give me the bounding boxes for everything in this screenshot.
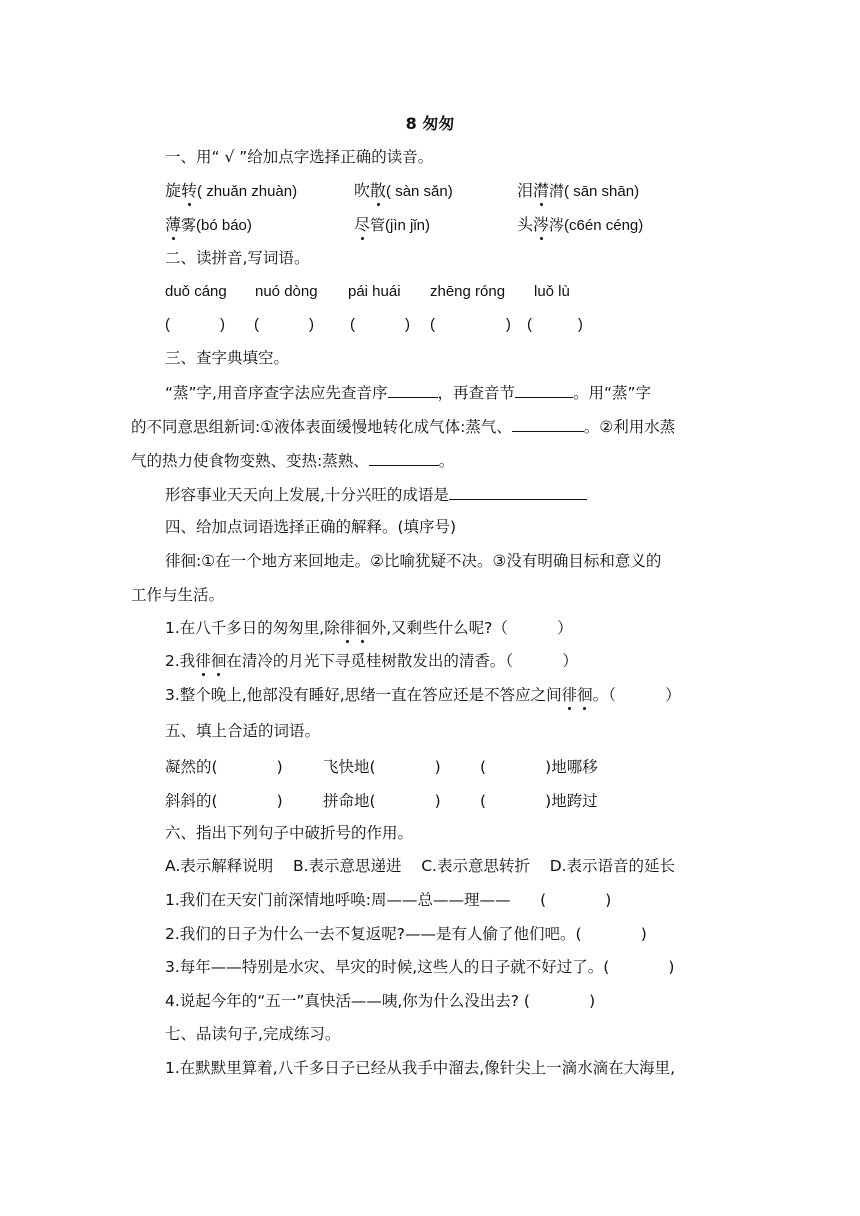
word-fill-4[interactable]: 斜斜的( ) bbox=[165, 792, 283, 810]
dotted-char: 散 bbox=[370, 178, 386, 201]
answer-blank-4[interactable]: ( ) bbox=[430, 316, 511, 333]
section-5-heading: 五、填上合适的词语。 bbox=[165, 722, 321, 740]
fill-blank[interactable] bbox=[388, 382, 438, 398]
section-7-heading: 七、品读句子,完成练习。 bbox=[165, 1025, 341, 1043]
fill-blank[interactable] bbox=[512, 416, 584, 432]
fill-blank[interactable] bbox=[515, 382, 573, 398]
pronunciation-item-5: 尽管(jìn jǐn) bbox=[354, 212, 430, 235]
page-title: 8 匆匆 bbox=[405, 114, 455, 133]
idiom-question: 形容事业天天向上发展,十分兴旺的成语是 bbox=[165, 484, 765, 505]
fill-blank[interactable] bbox=[449, 484, 587, 500]
section-6-heading: 六、指出下列句子中破折号的作用。 bbox=[165, 824, 414, 842]
dotted-char: 涔 bbox=[533, 212, 549, 235]
word-fill-5[interactable]: 拼命地( ) bbox=[323, 792, 441, 810]
word-fill-6[interactable]: ( )地跨过 bbox=[480, 792, 598, 810]
question-6-4: 4.说起今年的“五一”真快活——咦,你为什么没出去? ( ) bbox=[165, 992, 596, 1010]
dotted-char: 薄 bbox=[165, 212, 181, 235]
pronunciation-item-3: 泪潸潸( sān shān) bbox=[517, 178, 639, 201]
dictionary-sentence-3: 气的热力使食物变熟、变热:蒸熟、 。 bbox=[131, 452, 455, 470]
answer-blank-3[interactable]: ( ) bbox=[350, 316, 410, 333]
definition-line-2: 工作与生活。 bbox=[131, 586, 225, 604]
pronunciation-item-2: 吹散( sàn sǎn) bbox=[354, 178, 453, 201]
definition-line-1: 徘徊:①在一个地方来回地走。②比喻犹疑不决。③没有明确目标和意义的 bbox=[165, 552, 662, 570]
dictionary-sentence-1: “蒸”字,用音序查字法应先查音序 ，再查音节 。用“蒸”字 bbox=[165, 384, 652, 402]
question-6-2: 2.我们的日子为什么一去不复返呢?——是有人偷了他们吧。( ) bbox=[165, 925, 647, 943]
section-1-heading: 一、用“ √ ”给加点字选择正确的读音。 bbox=[165, 148, 434, 166]
question-4-1: 1.在八千多日的匆匆里,除徘徊外,又剩些什么呢?（ ） bbox=[165, 619, 573, 637]
question-7-1: 1.在默默里算着,八千多日子已经从我手中溜去,像针尖上一滴水滴在大海里, bbox=[165, 1059, 676, 1077]
dash-options: A.表示解释说明 B.表示意思递进 C.表示意思转折 D.表示语音的延长 bbox=[165, 857, 676, 875]
question-6-3: 3.每年——特别是水灾、旱灾的时候,这些人的日子就不好过了。( ) bbox=[165, 958, 675, 976]
dotted-char: 潸 bbox=[533, 178, 549, 201]
pronunciation-item-6: 头涔涔(c6én céng) bbox=[517, 212, 643, 235]
pinyin-1: duǒ cáng bbox=[165, 283, 227, 300]
question-6-1: 1.我们在天安门前深情地呼唤:周——总——理—— ( ) bbox=[165, 891, 612, 909]
pronunciation-item-1: 旋转( zhuǎn zhuàn) bbox=[165, 178, 297, 201]
dictionary-sentence-2: 的不同意思组新词:①液体表面缓慢地转化成气体:蒸气、 。②利用水蒸 bbox=[131, 418, 676, 436]
answer-blank-2[interactable]: ( ) bbox=[254, 316, 314, 333]
question-4-3: 3.整个晚上,他部没有睡好,思绪一直在答应还是不答应之间徘徊。（ ） bbox=[165, 686, 681, 704]
dotted-char: 转 bbox=[181, 178, 197, 201]
pinyin-4: zhēng róng bbox=[430, 283, 506, 300]
section-2-heading: 二、读拼音,写词语。 bbox=[165, 249, 310, 267]
section-4-heading: 四、给加点词语选择正确的解释。(填序号) bbox=[165, 518, 457, 536]
pronunciation-item-4: 薄雾(bó báo) bbox=[165, 212, 252, 235]
fill-blank[interactable] bbox=[369, 450, 439, 466]
answer-blank-5[interactable]: ( ) bbox=[527, 316, 583, 333]
section-3-heading: 三、查字典填空。 bbox=[165, 349, 290, 367]
pinyin-5: luǒ lù bbox=[534, 283, 570, 300]
dotted-char: 尽 bbox=[354, 212, 370, 235]
answer-blank-1[interactable]: ( ) bbox=[165, 316, 225, 333]
word-fill-1[interactable]: 凝然的( ) bbox=[165, 758, 283, 776]
pinyin-2: nuó dòng bbox=[255, 283, 318, 300]
word-fill-3[interactable]: ( )地哪移 bbox=[480, 758, 598, 776]
question-4-2: 2.我徘徊在清冷的月光下寻觅桂树散发出的清香。（ ） bbox=[165, 652, 578, 670]
pinyin-3: pái huái bbox=[348, 283, 401, 300]
word-fill-2[interactable]: 飞快地( ) bbox=[323, 758, 441, 776]
